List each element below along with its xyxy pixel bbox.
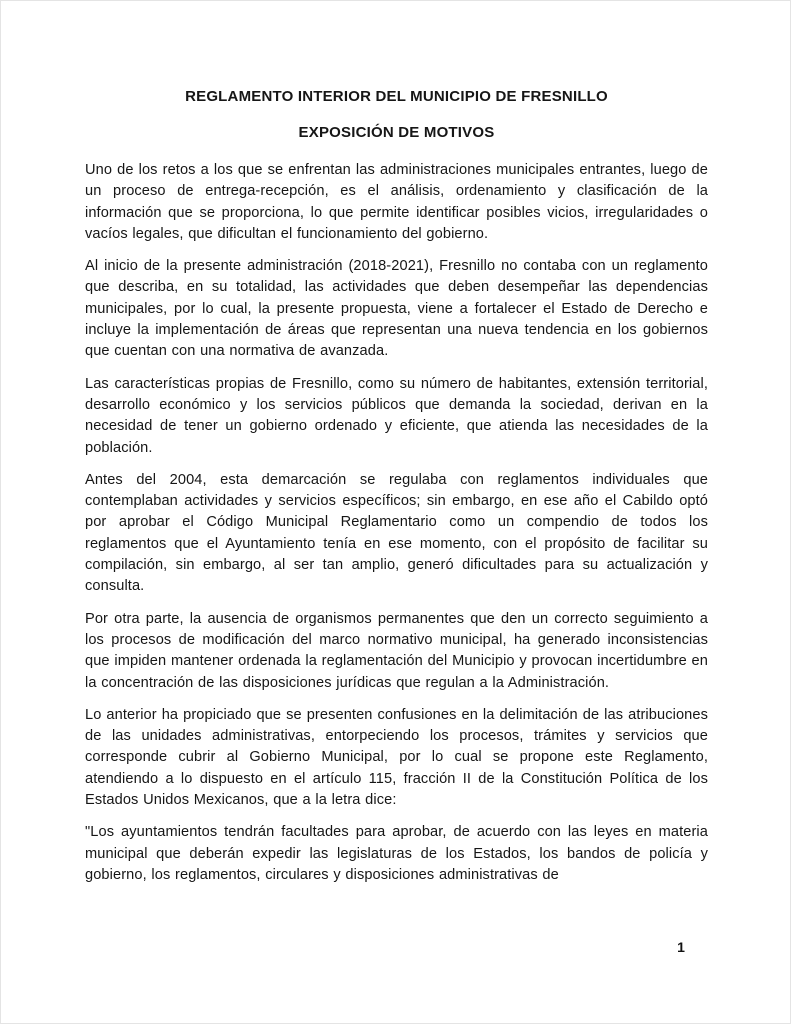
paragraph-5: Por otra parte, la ausencia de organismos permanentes que den un correcto seguimiento a los procesos de modificación del marco normativo municipal, ha generado inconsistencias que impiden mantener ordenada la reglamentación del Municipio y provocan incertidumbre en la concentración de las disposiciones jurídicas que regulan a la Administración. bbox=[85, 610, 708, 691]
paragraph-6: Lo anterior ha propiciado que se presenten confusiones en la delimitación de las atribuciones de las unidades administrativas, entorpeciendo los procesos, trámites y servicios que corresponde cubrir al Gobierno Municipal, por lo cual se propone este Reglamento, atendiendo a lo dispuesto en el artículo 115, fracción II de la Constitución Política de los Estados Unidos Mexicanos, que a la letra dice: bbox=[85, 706, 708, 809]
page-number: 1 bbox=[677, 939, 685, 955]
document-subtitle: EXPOSICIÓN DE MOTIVOS bbox=[298, 124, 495, 141]
document-body bbox=[85, 87, 708, 897]
paragraph-3: Las características propias de Fresnillo, como su número de habitantes, extensión territorial, desarrollo económico y los servicios públicos que demanda la sociedad, derivan en la necesidad de tener un gobierno ordenado y eficiente, que atienda las necesidades de la población. bbox=[85, 375, 708, 456]
paragraph-4: Antes del 2004, esta demarcación se regulaba con reglamentos individuales que contemplaban actividades y servicios específicos; sin embargo, en ese año el Cabildo optó por aprobar el Código Municipal Reglamentario como un compendio de todos los reglamentos que el Ayuntamiento tenía en ese momento, con el propósito de facilitar su compilación, sin embargo, al ser tan amplio, generó dificultades para su actualización y consulta. bbox=[85, 471, 708, 595]
paragraph-7-quote: "Los ayuntamientos tendrán facultades para aprobar, de acuerdo con las leyes en materia municipal que deberán expedir las legislaturas de los Estados, los bandos de policía y gobierno, los reglamentos, circulares y disposiciones administrativas de bbox=[85, 824, 708, 883]
document-title: REGLAMENTO INTERIOR DEL MUNICIPIO DE FRESNILLO bbox=[185, 88, 608, 105]
paragraph-2: Al inicio de la presente administración (2018-2021), Fresnillo no contaba con un reglamento que describa, en su totalidad, las actividades que deben desempeñar las dependencias municipales, por lo cual, la presente propuesta, viene a fortalecer el Estado de Derecho e incluye la implementación de áreas que representan una nueva tendencia en los gobiernos que cuentan con una normativa de avanzada. bbox=[85, 258, 708, 360]
paragraph-1: Uno de los retos a los que se enfrentan las administraciones municipales entrantes, luego de un proceso de entrega-recepción, es el análisis, ordenamiento y clasificación de la información que se proporciona, lo que permite identificar posibles vicios, irregularidades o vacíos legales, que dificultan el funcionamiento del gobierno. bbox=[85, 162, 708, 242]
